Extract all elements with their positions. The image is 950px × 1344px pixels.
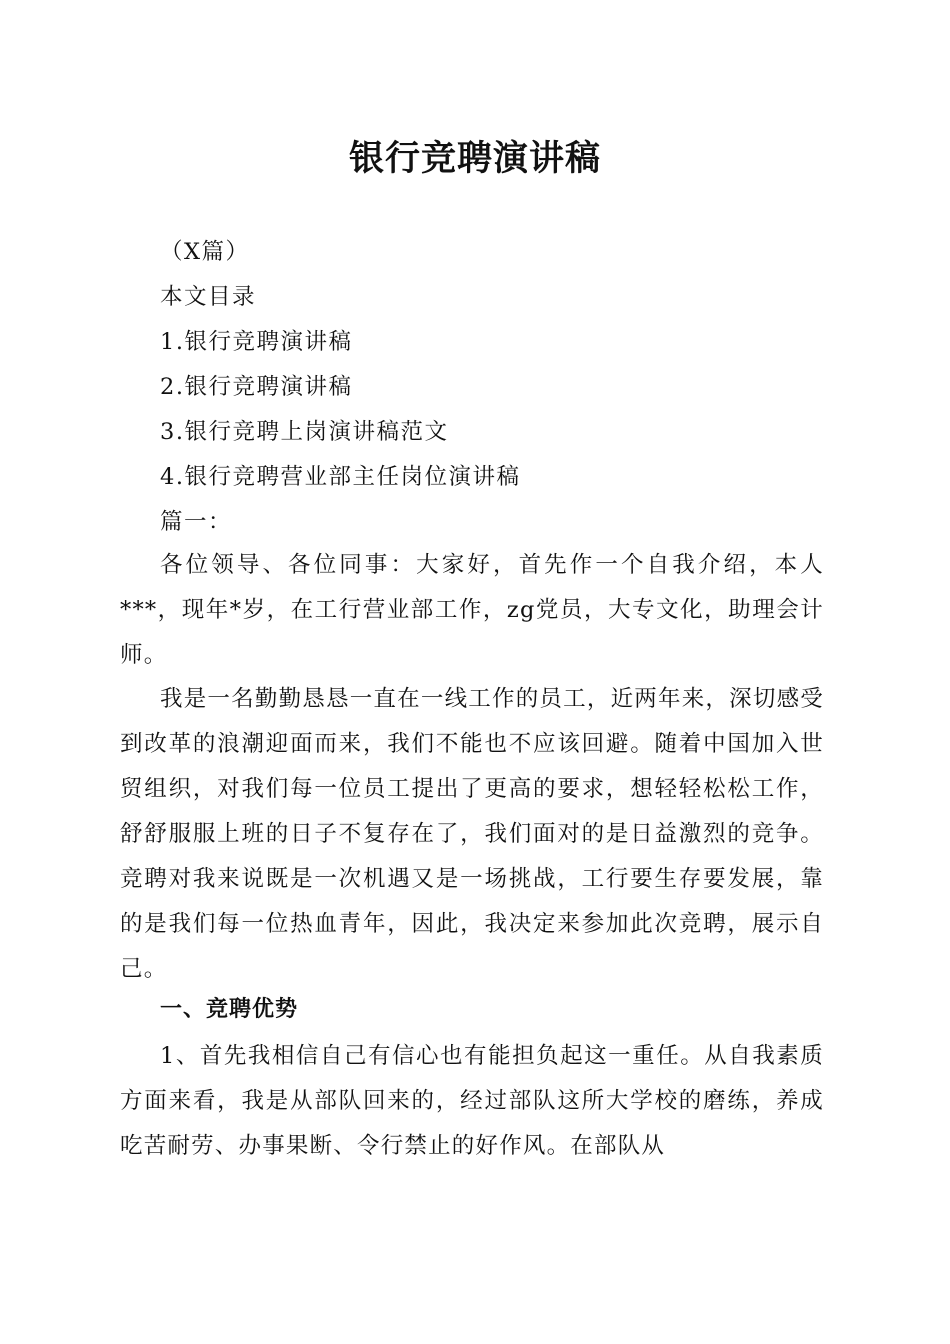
pian-note: （X篇） <box>160 239 250 265</box>
paragraph-greeting: 各位领导、各位同事：大家好，首先作一个自我介绍，本人***，现年*岁，在工行营业部工作，zg党员，大专文化，助理会计师。 <box>120 552 824 668</box>
paragraph-motivation: 我是一名勤勤恳恳一直在一线工作的员工，近两年来，深切感受到改革的浪潮迎面而来，我们不能也不应该回避。随着中国加入世贸组织，对我们每一位员工提出了更高的要求，想轻轻松松工作，舒舒服服上班的日子不复存在了，我们面对的是日益激烈的竞争。竞聘对我来说既是一次机遇又是一场挑战，工行要生存要发展，靠的是我们每一位热血青年，因此，我决定来参加此次竞聘，展示自己。 <box>120 686 824 982</box>
paragraph-advantage: 1、首先我相信自己有信心也有能担负起这一重任。从自我素质方面来看，我是从部队回来的，经过部队这所大学校的磨练，养成吃苦耐劳、办事果断、令行禁止的好作风。在部队从 <box>120 1043 824 1159</box>
toc-item-1: 1.银行竞聘演讲稿 <box>160 329 353 355</box>
toc-item-4: 4.银行竞聘营业部主任岗位演讲稿 <box>160 464 521 490</box>
document-title: 银行竞聘演讲稿 <box>348 138 601 179</box>
section-heading: 一、竞聘优势 <box>160 997 299 1022</box>
toc-item-2: 2.银行竞聘演讲稿 <box>160 374 353 400</box>
toc-heading: 本文目录 <box>160 284 257 310</box>
toc-item-3: 3.银行竞聘上岗演讲稿范文 <box>160 419 449 445</box>
section-label: 篇一： <box>160 509 233 535</box>
